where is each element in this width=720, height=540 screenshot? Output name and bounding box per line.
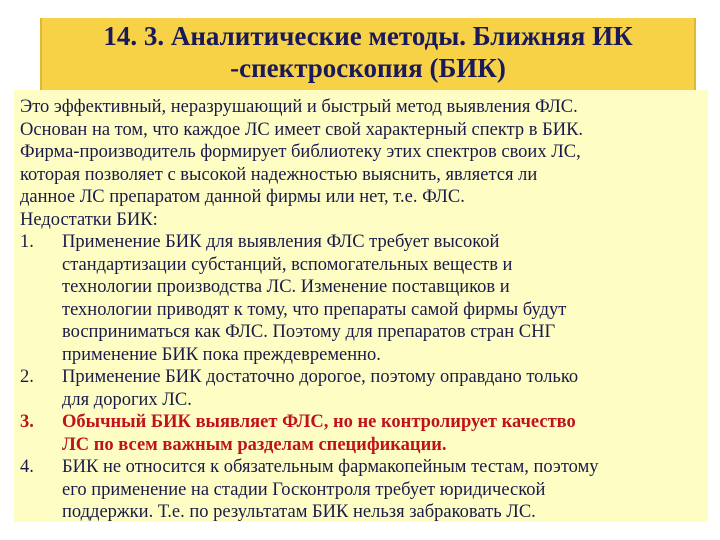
slide-content bbox=[14, 90, 708, 522]
list-number: 1. bbox=[20, 232, 34, 252]
slide-title-line-1: 14. 3. Аналитические методы. Ближняя ИК bbox=[103, 21, 633, 51]
intro-line: которая позволяет с высокой надежностью выяснить, является ли bbox=[20, 164, 538, 185]
list-item-line: технологии производства ЛС. Изменение поставщиков и bbox=[62, 277, 510, 297]
intro-line: Основан на том, что каждое ЛС имеет свой характерный спектр в БИК. bbox=[20, 119, 584, 140]
list-item-line: применение БИК пока преждевременно. bbox=[62, 344, 381, 365]
slide-title-box bbox=[40, 18, 696, 90]
list-item-line: Обычный БИК выявляет ФЛС, но не контролирует качество bbox=[62, 412, 576, 432]
slide-title-line-2: -спектроскопия (БИК) bbox=[230, 53, 506, 83]
drawback-item-1 bbox=[20, 231, 704, 366]
list-number: 2. bbox=[20, 367, 34, 387]
drawbacks-heading-text: Недостатки БИК: bbox=[20, 209, 158, 230]
drawbacks-heading bbox=[20, 209, 704, 232]
list-item-line: технологии приводят к тому, что препараты самой фирмы будут bbox=[62, 299, 567, 320]
intro-line: Это эффективный, неразрушающий и быстрый метод выявления ФЛС. bbox=[20, 97, 578, 117]
drawback-item-4 bbox=[20, 456, 704, 524]
list-item-line: его применение на стадии Госконтроля требует юридической bbox=[62, 479, 546, 500]
list-item-line: поддержки. Т.е. по результатам БИК нельзя забраковать ЛС. bbox=[62, 502, 536, 522]
list-number: 3. bbox=[20, 412, 34, 432]
list-item-line: ЛС по всем важным разделам спецификации. bbox=[62, 434, 447, 455]
drawback-item-2 bbox=[20, 366, 704, 411]
intro-paragraph bbox=[20, 96, 704, 209]
list-item-line: Применение БИК для выявления ФЛС требует высокой bbox=[62, 232, 500, 252]
drawback-item-3 bbox=[20, 411, 704, 456]
intro-line: данное ЛС препаратом данной фирмы или нет, т.е. ФЛС. bbox=[20, 187, 465, 207]
list-item-line: Применение БИК достаточно дорогое, поэтому оправдано только bbox=[62, 367, 579, 387]
intro-line: Фирма-производитель формирует библиотеку этих спектров своих ЛС, bbox=[20, 142, 581, 162]
drawbacks-list bbox=[20, 231, 704, 524]
list-item-line: восприниматься как ФЛС. Поэтому для препаратов стран СНГ bbox=[62, 322, 556, 342]
slide-title bbox=[42, 20, 694, 84]
list-item-line: стандартизации субстанций, вспомогательных веществ и bbox=[62, 254, 513, 275]
list-number: 4. bbox=[20, 457, 34, 477]
list-item-line: для дорогих ЛС. bbox=[62, 389, 192, 410]
list-item-line: БИК не относится к обязательным фармакопейным тестам, поэтому bbox=[62, 457, 599, 477]
